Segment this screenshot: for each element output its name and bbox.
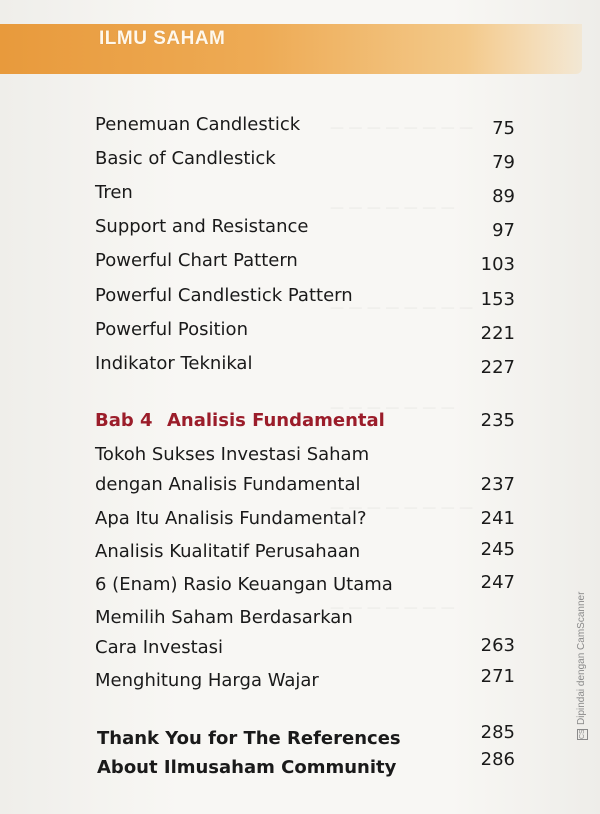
toc-entry-label: 6 (Enam) Rasio Keuangan Utama [95,574,393,595]
toc-entry-page: 271 [480,666,515,687]
toc-entry-page: 245 [480,539,515,560]
watermark-text: Dipindai dengan CamScanner [576,591,587,725]
toc-entry-page: 286 [480,749,515,770]
book-title: ILMU SAHAM [99,28,226,49]
chapter-title: Analisis Fundamental [167,410,385,431]
toc-entry-page: 227 [480,357,515,378]
toc-entry-page: 285 [480,722,515,743]
toc-entry-label: Support and Resistance [95,216,309,237]
scanner-watermark [576,592,588,740]
toc-entry-label: Basic of Candlestick [95,148,276,169]
toc-entry-label: Penemuan Candlestick [95,114,301,135]
chapter-number: Bab 4 [95,410,153,431]
toc-entry-label-line1: Tokoh Sukses Investasi Saham [95,444,370,465]
toc-entry-label: Powerful Position [95,319,248,340]
toc-entry[interactable] [95,216,515,246]
toc-entry-page: 75 [492,118,515,139]
toc-entry-label-line2: dengan Analisis Fundamental [95,474,361,495]
toc-entry-page: 89 [492,186,515,207]
header-banner [0,24,582,74]
toc-entry-label: Analisis Kualitatif Perusahaan [95,541,361,562]
bleed-through: — — — — — — — — [330,120,474,136]
toc-entry-page: 79 [492,152,515,173]
toc-entry-label: Thank You for The References [97,728,401,749]
toc-entry-page: 221 [480,323,515,344]
camscanner-icon: CS [579,729,586,739]
toc-entry[interactable] [95,722,515,758]
bleed-through: — — — — — — — — [330,500,474,516]
toc-entry-page: 237 [480,474,515,495]
toc-entry[interactable] [95,285,515,315]
toc-entry-label-line2: Cara Investasi [95,637,224,658]
toc-entry[interactable] [95,574,515,604]
toc-entry-label: Powerful Chart Pattern [95,250,298,271]
toc-entry-label: About Ilmusaham Community [97,757,397,778]
toc-entry[interactable] [95,444,515,502]
toc-entry-label-line1: Memilih Saham Berdasarkan [95,607,353,628]
toc-entry-label: Powerful Candlestick Pattern [95,285,353,306]
toc-entry[interactable] [95,666,515,700]
toc-entry-page: 247 [480,572,515,593]
toc-entry[interactable] [95,319,515,349]
bleed-through: — — — — — — — [330,400,455,416]
toc-entry-page: 241 [480,508,515,529]
toc-entry-label: Indikator Teknikal [95,353,253,374]
toc-entry-page: 103 [480,254,515,275]
toc-entry[interactable] [95,182,515,212]
chapter-heading[interactable] [95,410,515,440]
toc-entry[interactable] [95,541,515,571]
toc-entry[interactable] [95,250,515,280]
chapter-page: 235 [480,410,515,431]
bleed-through: — — — — — — — [330,200,455,216]
toc-entry-label: Menghitung Harga Wajar [95,670,319,691]
toc-entry-label: Tren [95,182,133,203]
toc-entry[interactable] [95,114,515,144]
toc-entry-label: Apa Itu Analisis Fundamental? [95,508,367,529]
toc-entry-page: 263 [480,635,515,656]
toc-entry[interactable] [95,749,515,787]
bleed-through: — — — — — — — [330,600,455,616]
toc-entry-page: 97 [492,220,515,241]
toc-entry[interactable] [95,607,515,665]
toc-entry[interactable] [95,148,515,178]
toc-entry[interactable] [95,353,515,383]
toc-entry-page: 153 [480,289,515,310]
bleed-through: — — — — — — — — [330,300,474,316]
toc-entry[interactable] [95,508,515,538]
